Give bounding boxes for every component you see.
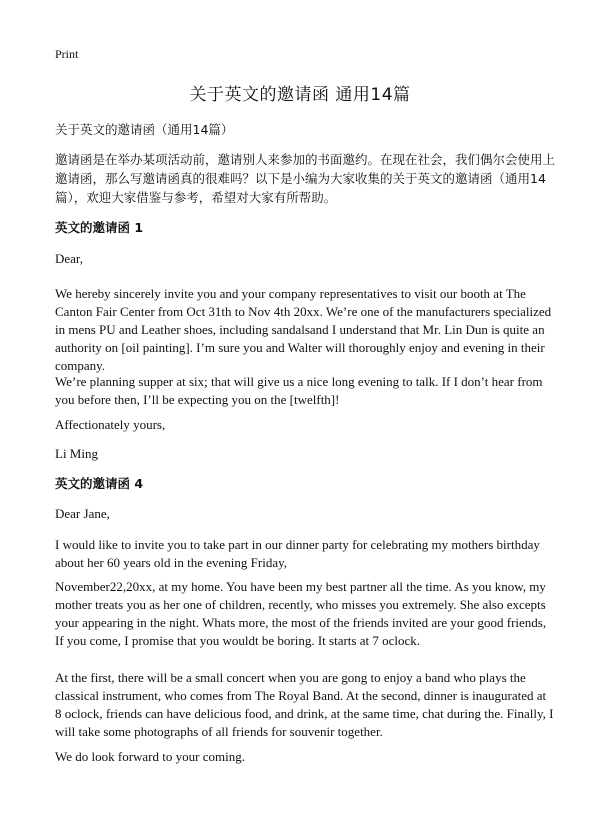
letter-1-paragraph-1: We hereby sincerely invite you and your company representatives to visit our booth at The Canton Fair Center from Oct 31th to Nov 4th 20xx. We’re one of the manufacturers specialized in mens PU and Leather shoes, including sandalsand I understand that Mr. Lin Dun is quite an authority on [oil painting]. I’m sure you and Walter will thoroughly enjoy and evening in their company.: [55, 286, 552, 373]
letter-4-salutation: Dear Jane,: [55, 506, 110, 521]
intro-paragraph: 邀请函是在举办某项活动前，邀请别人来参加的书面邀约。在现在社会，我们偶尔会使用上邀请函，那么写邀请函真的很难吗？以下是小编为大家收集的关于英文的邀请函（通用14篇），欢迎大家借鉴与参考，希望对大家有所帮助。: [55, 152, 556, 205]
letter-4-heading: 英文的邀请函 4: [55, 476, 144, 491]
letter-4-paragraph-2: November22,20xx, at my home. You have been my best partner all the time. As you know, my mother treats you as her one of children, recently, who misses you extremely. She also excepts your appearing in the night. Whats more, the most of the friends invited are your good friends, If you come, I promise that you wouldt be boring. It starts at 7 oclock.: [55, 579, 547, 648]
letter-4-paragraph-1: I would like to invite you to take part in our dinner party for celebrating my mothers birthday about her 60 years old in the evening Friday,: [55, 537, 540, 570]
print-link[interactable]: Print: [55, 47, 79, 61]
letter-1-paragraph-2: We’re planning supper at six; that will give us a nice long evening to talk. If I don’t hear from you before then, I’ll be expecting you on the [twelfth]!: [55, 374, 543, 407]
page-title: 关于英文的邀请函 通用14篇: [189, 85, 411, 105]
letter-1-salutation: Dear,: [55, 251, 83, 266]
letter-1-heading: 英文的邀请函 1: [55, 220, 144, 235]
letter-1-closing: Affectionately yours,: [55, 417, 166, 432]
letter-1-signature: Li Ming: [55, 446, 98, 461]
document-subtitle: 关于英文的邀请函（通用14篇）: [55, 122, 234, 137]
letter-4-paragraph-3: At the first, there will be a small concert when you are gong to enjoy a band who plays the classical instrument, who comes from The Royal Band. At the second, dinner is inaugurated at 8 oclock, friends can have delicious food, and drink, at the same time, chat during the. Finally, I will take some photographs of all friends for souvenir together.: [55, 670, 554, 739]
letter-4-paragraph-4: We do look forward to your coming.: [55, 749, 245, 764]
